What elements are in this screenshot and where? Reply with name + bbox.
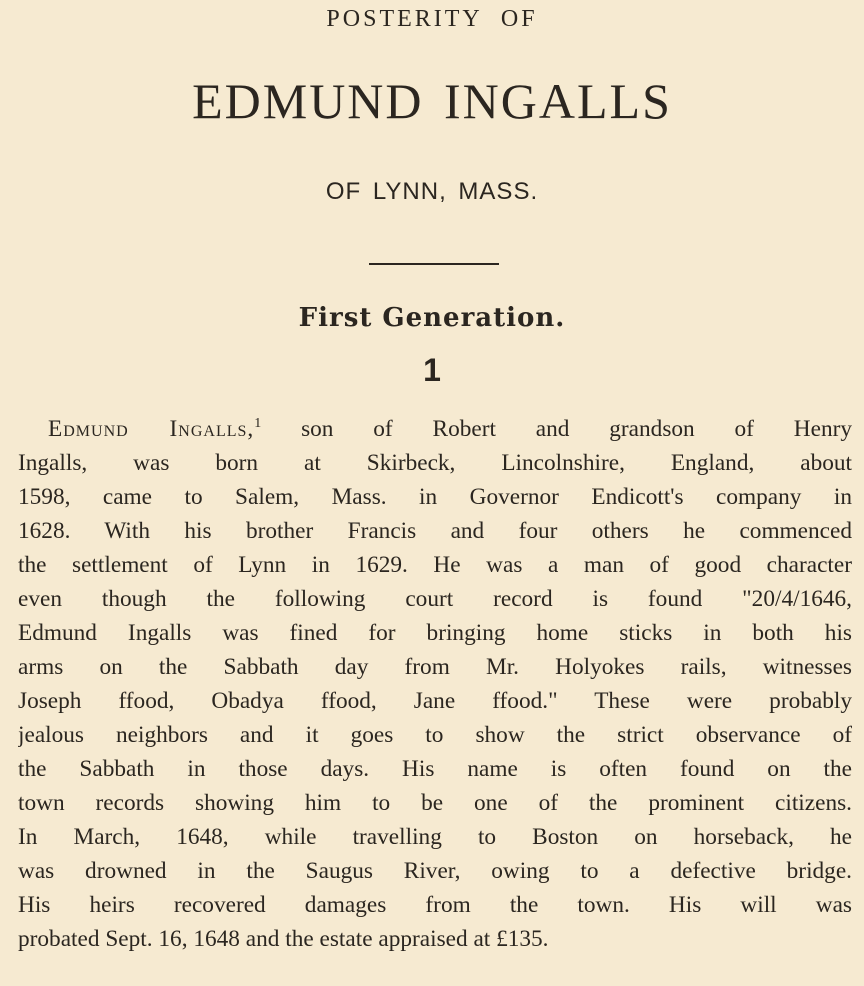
entry-number: 1 [423, 352, 441, 388]
body-line: probated Sept. 16, 1648 and the estate appraised at £135. [18, 926, 549, 952]
body-line: the settlement of Lynn in 1629. He was a man of good character [18, 552, 852, 578]
page-title: EDMUND INGALLS [192, 73, 672, 129]
body-line: Ingalls, was born at Skirbeck, Lincolnshire, England, about [18, 450, 852, 476]
body-line: 1598, came to Salem, Mass. in Governor Endicott's company in [18, 484, 852, 510]
entry-body [18, 412, 852, 956]
body-line: Edmund Ingalls was fined for bringing home sticks in both his [18, 620, 852, 646]
body-line: the Sabbath in those days. His name is often found on the [18, 756, 852, 782]
generation-heading: First Generation. [298, 303, 566, 333]
body-line: His heirs recovered damages from the town. His will was [18, 892, 852, 918]
body-line-text: son of Robert and grandson of Henry [301, 416, 852, 442]
body-line [18, 412, 852, 446]
divider-rule [369, 263, 499, 265]
body-line: even though the following court record is found "20/4/1646, [18, 586, 852, 612]
footnote-marker: 1 [254, 416, 262, 432]
entry-name: Edmund Ingalls, [48, 416, 255, 442]
body-line: 1628. With his brother Francis and four others he commenced [18, 518, 852, 544]
body-line: town records showing him to be one of the prominent citizens. [18, 790, 852, 816]
body-line: jealous neighbors and it goes to show the strict observance of [18, 722, 852, 748]
page-subtitle: OF LYNN, MASS. [325, 178, 539, 205]
heading-kicker: POSTERITY OF [326, 6, 538, 32]
body-line: was drowned in the Saugus River, owing to a defective bridge. [18, 858, 852, 884]
body-line: arms on the Sabbath day from Mr. Holyokes rails, witnesses [18, 654, 852, 680]
body-line: Joseph ffood, Obadya ffood, Jane ffood." These were probably [18, 688, 852, 714]
body-line: In March, 1648, while travelling to Boston on horseback, he [18, 824, 852, 850]
